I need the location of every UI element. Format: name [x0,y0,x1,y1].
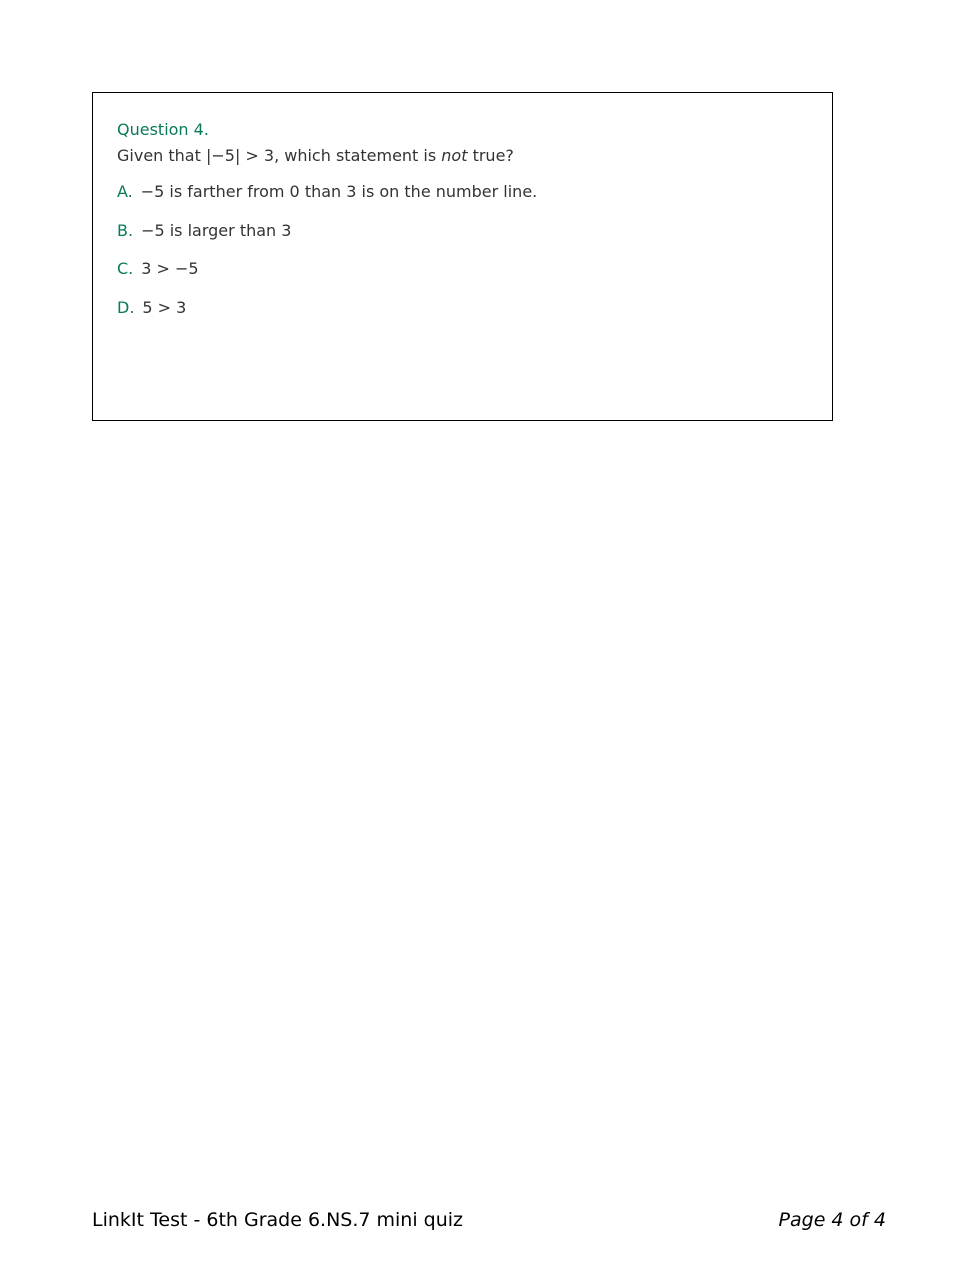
choice-text: 3 > −5 [141,259,199,278]
choice-letter: D. [117,297,135,317]
question-stem-end: true? [467,146,514,165]
choice-text: 5 > 3 [142,297,187,317]
question-stem-text: Given that |−5| > 3, which statement is [117,146,442,165]
choice-letter: A. [117,182,133,201]
choice-letter: B. [117,220,134,240]
question-heading: Question 4. [117,120,209,139]
choice-text: −5 is larger than 3 [141,220,292,240]
choice-c[interactable] [117,259,808,279]
answer-choices [117,182,808,318]
choice-a[interactable] [117,182,808,202]
footer-test-title: LinkIt Test - 6th Grade 6.NS.7 mini quiz [92,1209,464,1231]
footer-page-number: Page 4 of 4 [778,1209,886,1231]
question-card [92,92,833,421]
question-stem-emphasis: not [441,146,468,165]
choice-d[interactable] [117,298,808,318]
choice-text: −5 is farther from 0 than 3 is on the number line. [140,182,538,201]
choice-letter: C. [117,259,134,278]
question-stem [117,146,808,166]
choice-b[interactable] [117,221,808,241]
